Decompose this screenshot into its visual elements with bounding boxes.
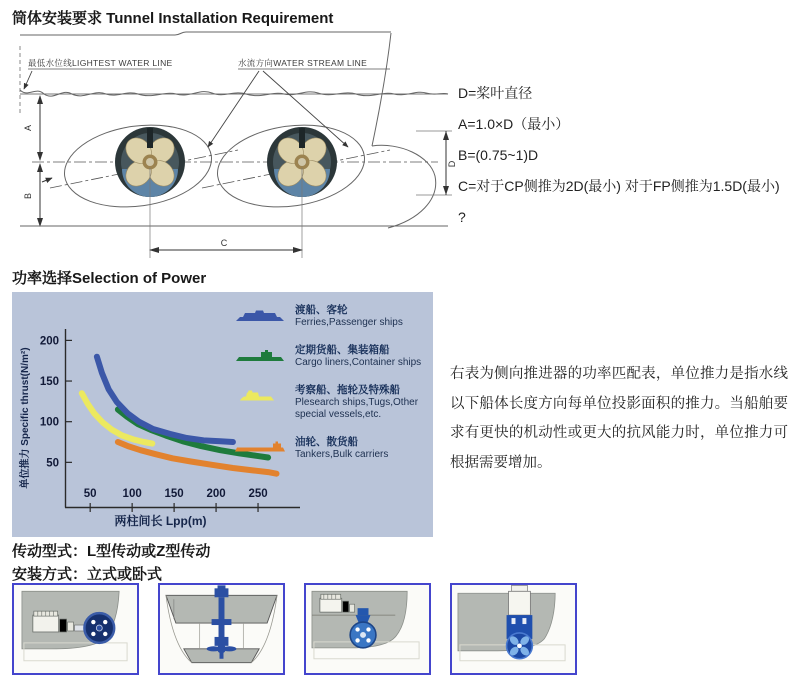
svg-text:100: 100 [39, 416, 59, 429]
ferry-ship-icon [234, 307, 286, 323]
svg-text:250: 250 [248, 488, 268, 500]
dim-b-label: B [23, 192, 33, 200]
note-c: C=对于CP侧推为2D(最小) 对于FP侧推为1.5D(最小) [458, 178, 780, 194]
svg-text:150: 150 [164, 488, 184, 500]
thumbnail-horizontal-drive [12, 583, 139, 675]
svg-text:200: 200 [206, 488, 226, 500]
note-d: D=桨叶直径 [458, 85, 533, 101]
stream-line-label: 水流方向WATER STREAM LINE [238, 58, 368, 68]
dim-c-label: C [220, 238, 228, 248]
thumbnail-horizontal-l-drive [304, 583, 431, 675]
legend-item-tugs [234, 384, 430, 421]
dim-b-arrow-top [37, 163, 43, 172]
thruster-unit [84, 613, 114, 643]
svg-text:单位推力 Specific thrust(N/m²): 单位推力 Specific thrust(N/m²) [20, 347, 31, 489]
dim-c-arrow-left [149, 247, 159, 253]
svg-text:50: 50 [83, 488, 97, 500]
dim-d-label: D [447, 160, 457, 168]
legend-label-zh: 渡船、客轮 [295, 304, 348, 316]
legend-label-zh: 定期货船、集装箱船 [295, 344, 390, 356]
installation-thumbnails [12, 583, 577, 675]
vertical-installation-bow-image [452, 585, 575, 673]
power-selection-chart [12, 292, 433, 537]
dim-c-arrow-right [293, 247, 303, 253]
legend-label-en: Plesearch ships,Tugs,Other special vessels,etc. [295, 397, 419, 420]
note-b: B=(0.75~1)D [458, 147, 539, 163]
svg-text:150: 150 [39, 376, 59, 389]
legend-item-tankers [234, 436, 430, 461]
note-a: A=1.0×D（最小） [458, 116, 570, 132]
bow-stem-line [372, 33, 391, 146]
wavy-water-surface [20, 90, 448, 96]
section-title-transmission-type: 传动型式：L型传动或Z型传动 [12, 543, 211, 560]
angle-arrow [42, 178, 52, 182]
chart-legend [234, 304, 430, 461]
vertical-thruster-unit [507, 585, 533, 658]
dimension-notes [458, 78, 790, 233]
tunnel-installation-diagram [10, 28, 460, 268]
waterline-label: 最低水位线LIGHTEST WATER LINE [28, 58, 173, 68]
deck-line [20, 32, 391, 35]
horizontal-installation-image [14, 585, 137, 673]
legend-item-cargo [234, 344, 430, 369]
dim-d-arrow-bottom [443, 186, 449, 195]
note-question: ? [458, 209, 466, 225]
svg-text:两柱间长 Lpp(m): 两柱间长 Lpp(m) [114, 514, 207, 528]
svg-text:50: 50 [46, 457, 59, 470]
dim-a-arrow-top [37, 95, 43, 104]
waterline-leader [24, 71, 32, 89]
cargo-ship-icon [234, 347, 286, 363]
thumbnail-vertical-drive-section [158, 583, 285, 675]
dim-a-label: A [23, 124, 33, 132]
power-matching-paragraph: 右表为侧向推进器的功率匹配表，单位推力是指水线以下船体长度方向每单位投影面积的推力。当船舶要求有更快的机动性或更大的抗风能力时，单位推力可根据需要增加。 [450, 366, 788, 471]
legend-label-zh: 考察船、拖轮及特殊船 [295, 384, 400, 396]
legend-label-en: Tankers,Bulk carriers [295, 449, 389, 460]
dim-a-arrow-bottom [37, 152, 43, 161]
thumbnail-vertical-drive-bow [450, 583, 577, 675]
legend-label-zh: 油轮、散货船 [295, 436, 358, 448]
legend-label-en: Cargo liners,Container ships [295, 357, 422, 368]
section-title-tunnel-installation: 筒体安装要求 Tunnel Installation Requirement [12, 10, 334, 27]
vertical-installation-section-image [160, 585, 283, 673]
section-title-mounting-type: 安装方式：立式或卧式 [12, 566, 163, 583]
svg-text:200: 200 [39, 335, 59, 348]
dim-d-arrow-top [443, 131, 449, 140]
section-title-selection-of-power: 功率选择Selection of Power [12, 270, 207, 287]
legend-label-en: Ferries,Passenger ships [295, 317, 403, 328]
tanker-ship-icon [234, 439, 286, 455]
svg-text:100: 100 [122, 488, 142, 500]
l-drive-installation-image [306, 585, 429, 673]
tug-ship-icon [234, 387, 286, 403]
drive-shaft [75, 625, 85, 631]
bow-curve [372, 145, 436, 228]
legend-item-ferries [234, 304, 430, 329]
